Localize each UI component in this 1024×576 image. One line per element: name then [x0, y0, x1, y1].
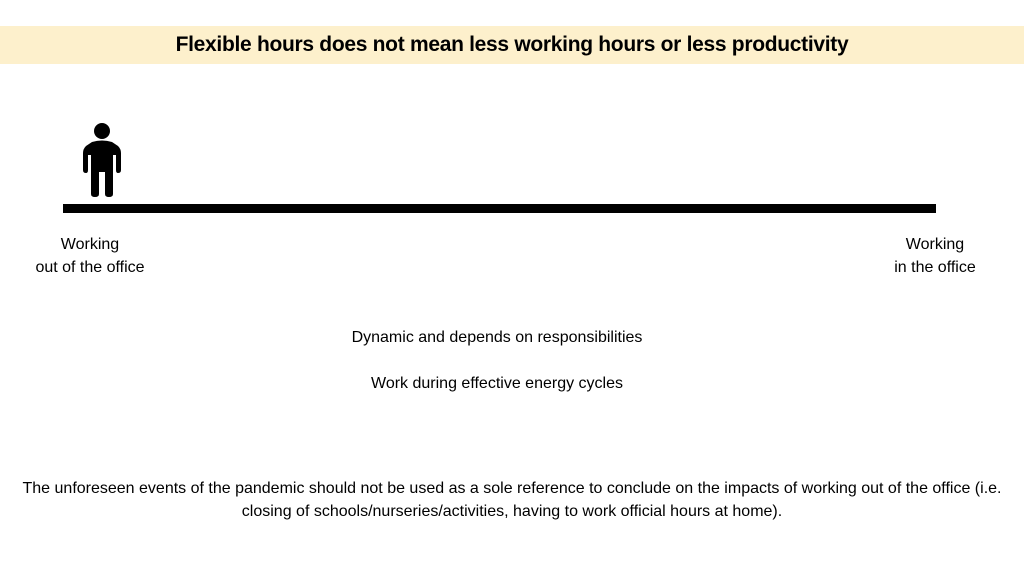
timeline-bar: [63, 204, 936, 213]
person-icon: [78, 122, 126, 198]
right-end-line2: in the office: [894, 259, 976, 276]
left-end-line2: out of the office: [35, 259, 145, 276]
right-end-label: [870, 233, 1000, 279]
left-end-label: [10, 233, 170, 279]
note-dynamic: Dynamic and depends on responsibilities: [351, 329, 643, 346]
right-end-line1: Working: [905, 236, 965, 253]
left-end-line1: Working: [60, 236, 120, 253]
footnote: The unforeseen events of the pandemic should not be used as a sole reference to conclude on the impacts of working out of the office (i.e. closing of schools/nurseries/activities, having to work official hours at home).: [22, 480, 1002, 520]
title-banner: [0, 26, 1024, 64]
note-energy-cycles: Work during effective energy cycles: [371, 375, 623, 392]
page-title: Flexible hours does not mean less working hours or less productivity: [175, 33, 849, 56]
